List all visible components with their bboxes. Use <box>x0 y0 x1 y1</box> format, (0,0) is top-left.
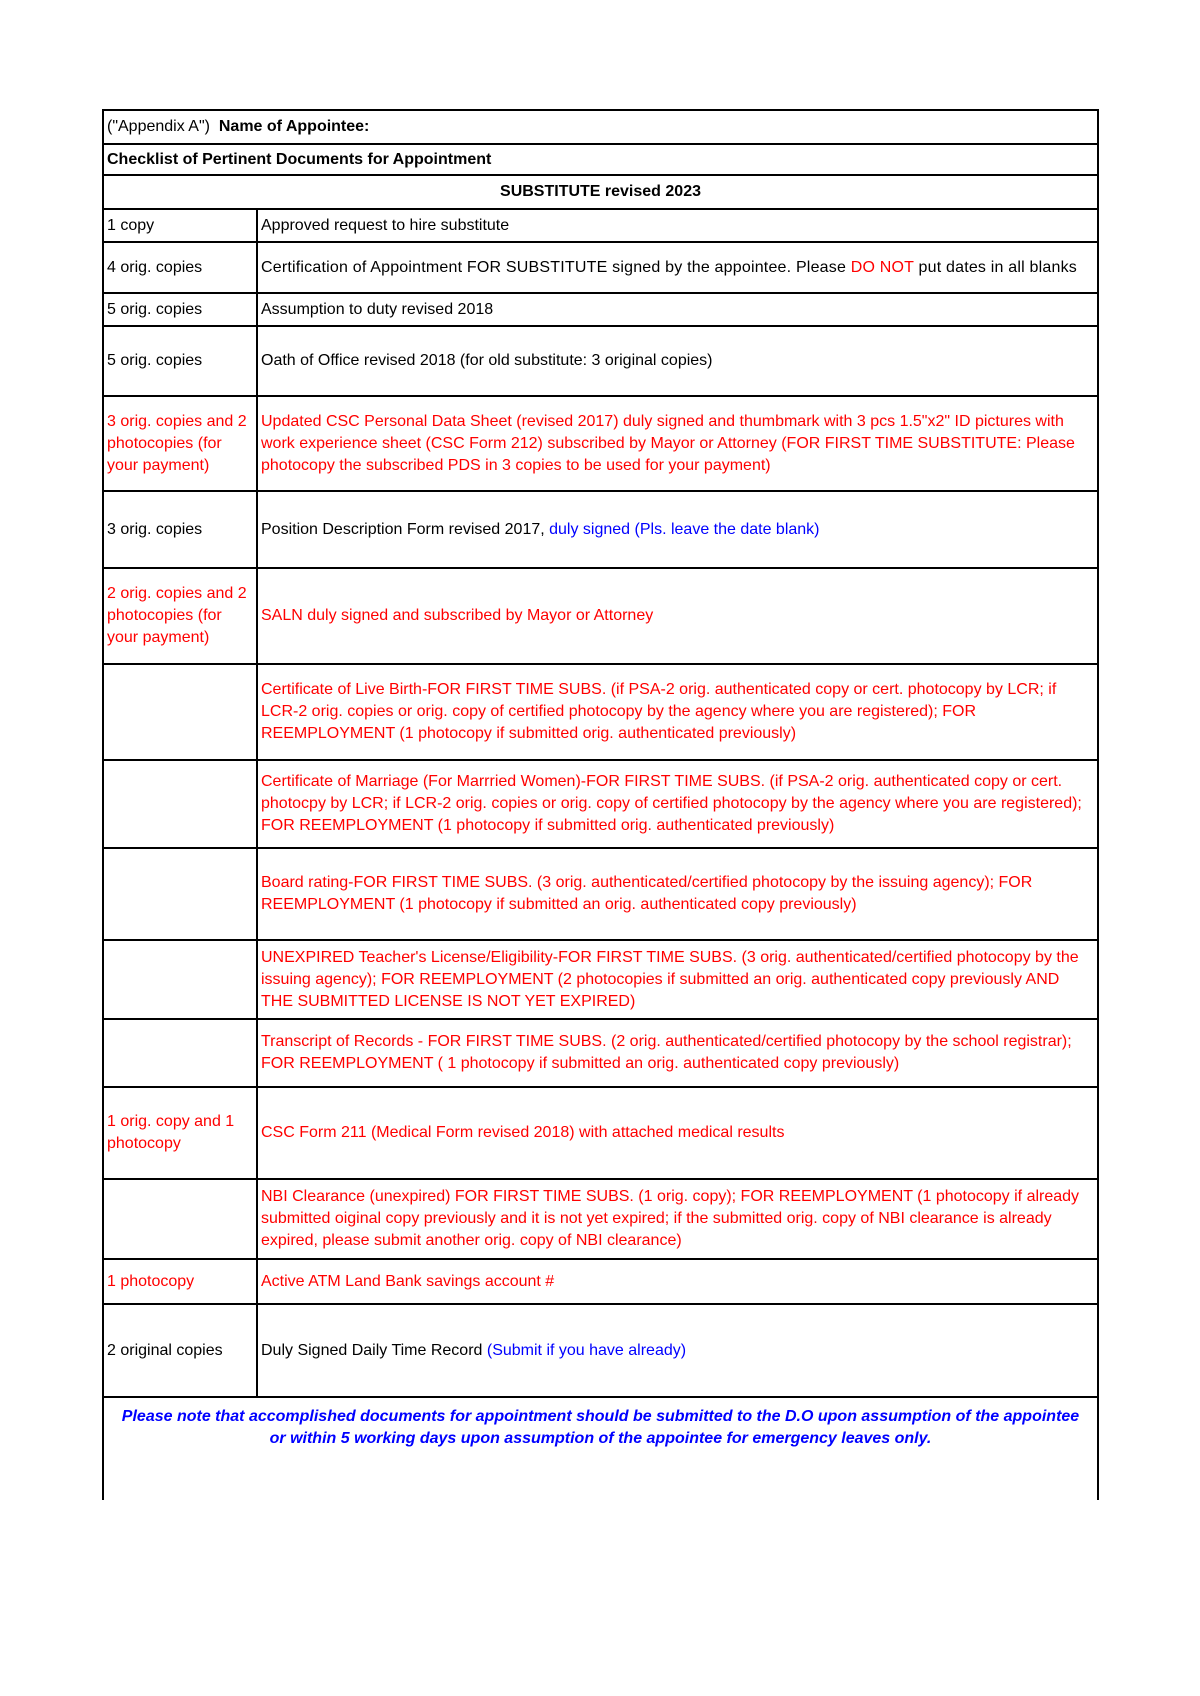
header-row-subtitle <box>103 175 1098 209</box>
qty-cell: 1 orig. copy and 1 photocopy <box>103 1087 257 1179</box>
appendix-label: ("Appendix A") <box>107 118 210 135</box>
header-row-appointee <box>103 110 1098 144</box>
qty-cell: 5 orig. copies <box>103 326 257 396</box>
header-row-title <box>103 144 1098 175</box>
table-row <box>103 293 1098 326</box>
qty-cell: 3 orig. copies <box>103 491 257 568</box>
table-row <box>103 326 1098 396</box>
footer-note: Please note that accomplished documents for appointment should be submitted to the D.O upon assumption of the appointee or within 5 working days upon assumption of the appointee for emergency leaves only. <box>103 1397 1098 1500</box>
doc-note: (Submit if you have already) <box>486 1341 687 1359</box>
qty-cell <box>103 1179 257 1259</box>
doc-cell: UNEXPIRED Teacher's License/Eligibility-FOR FIRST TIME SUBS. (3 orig. authenticated/certified photocopy by the issuing agency); FOR REEMPLOYMENT (2 photocopies if submitted an orig. authenticated copy previously AND THE SUBMITTED LICENSE IS NOT YET EXPIRED) <box>257 940 1098 1019</box>
doc-cell: Certificate of Marriage (For Marrried Women)-FOR FIRST TIME SUBS. (if PSA-2 orig. authenticated copy or cert. photocpy by LCR; if LCR-2 orig. copies or orig. copy of certified photocopy by the agency where you are registered); FOR REEMPLOYMENT (1 photocopy if submitted orig. authenticated previously) <box>257 760 1098 848</box>
table-row <box>103 209 1098 242</box>
qty-cell: 4 orig. copies <box>103 242 257 293</box>
qty-cell <box>103 1019 257 1087</box>
doc-text: put dates in all blanks <box>913 258 1077 276</box>
doc-cell: NBI Clearance (unexpired) FOR FIRST TIME SUBS. (1 orig. copy); FOR REEMPLOYMENT (1 photocopy if already submitted oiginal copy previously and it is not yet expired; if the submitted orig. copy of NBI clearance is already expired, please submit another orig. copy of NBI clearance) <box>257 1179 1098 1259</box>
footer-note-row <box>103 1397 1098 1500</box>
doc-cell: Updated CSC Personal Data Sheet (revised 2017) duly signed and thumbmark with 3 pcs 1.5"x2" ID pictures with work experience sheet (CSC Form 212) subscribed by Mayor or Attorney (FOR FIRST TIME SUBSTITUTE: Please photocopy the subscribed PDS in 3 copies to be used for your payment) <box>257 396 1098 491</box>
doc-text: Duly Signed Daily Time Record <box>261 1341 487 1359</box>
table-row <box>103 491 1098 568</box>
table-row <box>103 396 1098 491</box>
table-row <box>103 1179 1098 1259</box>
checklist-subtitle: SUBSTITUTE revised 2023 <box>103 175 1098 209</box>
doc-cell: Certificate of Live Birth-FOR FIRST TIME SUBS. (if PSA-2 orig. authenticated copy or cert. photocopy by LCR; if LCR-2 orig. copies or orig. copy of certified photocopy by the agency where you are registered); FOR REEMPLOYMENT (1 photocopy if submitted orig. authenticated previously) <box>257 664 1098 760</box>
table-row <box>103 242 1098 293</box>
do-not-warning: DO NOT <box>850 258 914 276</box>
doc-note: duly signed (Pls. leave the date blank) <box>549 520 820 538</box>
doc-cell: SALN duly signed and subscribed by Mayor or Attorney <box>257 568 1098 664</box>
doc-cell: Approved request to hire substitute <box>257 209 1098 242</box>
table-row <box>103 1304 1098 1397</box>
table-row <box>103 940 1098 1019</box>
doc-cell <box>257 1304 1098 1397</box>
doc-cell: CSC Form 211 (Medical Form revised 2018) with attached medical results <box>257 1087 1098 1179</box>
doc-cell: Board rating-FOR FIRST TIME SUBS. (3 orig. authenticated/certified photocopy by the issuing agency); FOR REEMPLOYMENT (1 photocopy if submitted an orig. authenticated copy previously) <box>257 848 1098 940</box>
table-row <box>103 1087 1098 1179</box>
appointee-name-label: Name of Appointee: <box>218 118 370 135</box>
doc-cell: Active ATM Land Bank savings account # <box>257 1259 1098 1304</box>
qty-cell <box>103 760 257 848</box>
table-row <box>103 1259 1098 1304</box>
doc-cell <box>257 491 1098 568</box>
table-row <box>103 1019 1098 1087</box>
doc-text: Position Description Form revised 2017, <box>261 520 550 538</box>
table-row <box>103 664 1098 760</box>
doc-cell: Oath of Office revised 2018 (for old substitute: 3 original copies) <box>257 326 1098 396</box>
qty-cell: 5 orig. copies <box>103 293 257 326</box>
qty-cell <box>103 848 257 940</box>
qty-cell: 2 orig. copies and 2 photocopies (for your payment) <box>103 568 257 664</box>
table-row <box>103 848 1098 940</box>
table-row <box>103 760 1098 848</box>
qty-cell: 3 orig. copies and 2 photocopies (for your payment) <box>103 396 257 491</box>
qty-cell <box>103 940 257 1019</box>
doc-cell: Transcript of Records - FOR FIRST TIME SUBS. (2 orig. authenticated/certified photocopy by the school registrar); FOR REEMPLOYMENT ( 1 photocopy if submitted an orig. authenticated copy previously) <box>257 1019 1098 1087</box>
qty-cell: 1 photocopy <box>103 1259 257 1304</box>
doc-cell <box>257 242 1098 293</box>
table-row <box>103 568 1098 664</box>
doc-cell: Assumption to duty revised 2018 <box>257 293 1098 326</box>
checklist-title: Checklist of Pertinent Documents for Appointment <box>103 144 1098 175</box>
doc-text: Certification of Appointment FOR SUBSTITUTE signed by the appointee. Please <box>261 258 851 276</box>
qty-cell <box>103 664 257 760</box>
appendix-a-checklist <box>102 109 1097 1500</box>
qty-cell: 1 copy <box>103 209 257 242</box>
checklist-table <box>102 109 1099 1500</box>
qty-cell: 2 original copies <box>103 1304 257 1397</box>
